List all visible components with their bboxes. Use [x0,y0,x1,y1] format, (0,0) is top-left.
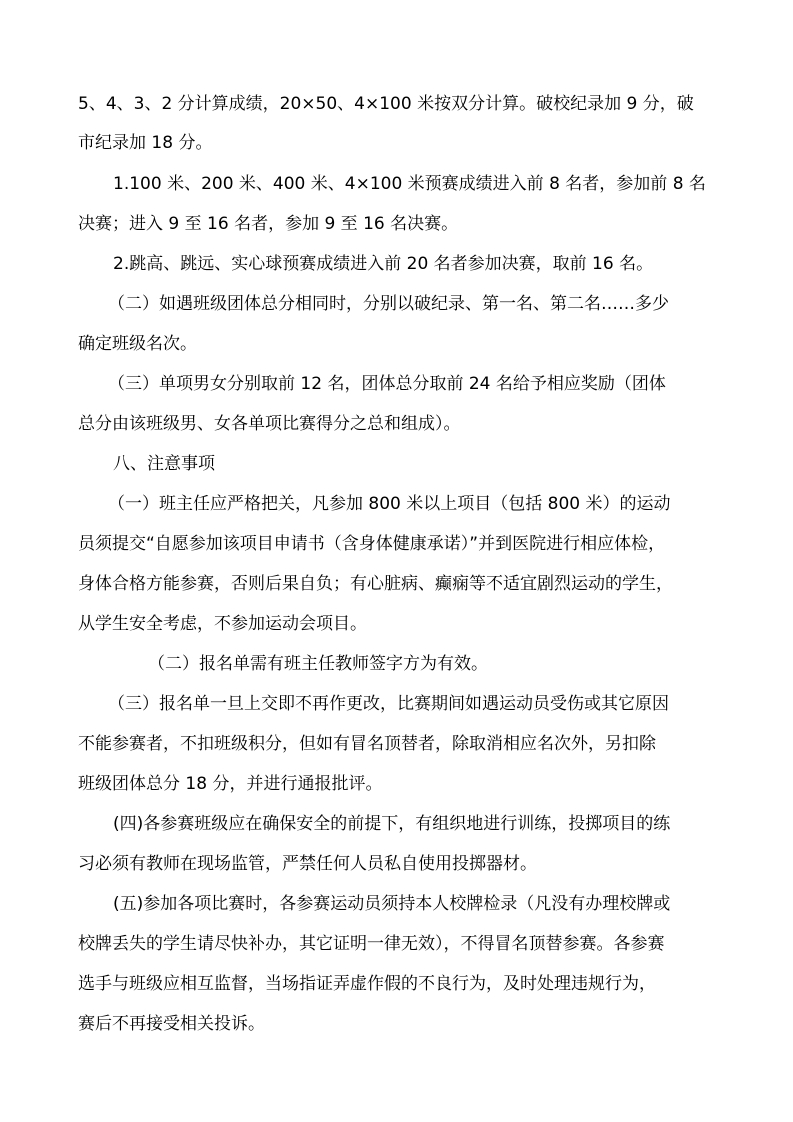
text-line-content: 选手与班级应相互监督，当场指证弄虚作假的不良行为，及时处理违规行为， [78,974,656,994]
text-line-content: （三）单项男女分别取前 12 名，团体总分取前 24 名给予相应奖励（团体 [108,374,666,394]
text-line-content: （三）报名单一旦上交即不再作更改，比赛期间如遇运动员受伤或其它原因 [108,694,669,714]
text-line-content: 决赛；进入 9 至 16 名者，参加 9 至 16 名决赛。 [78,214,459,234]
text-line-content: （一）班主任应严格把关，凡参加 800 米以上项目（包括 800 米）的运动 [108,494,671,514]
text-line-content: （二）报名单需有班主任教师签字方为有效。 [148,654,488,674]
text-line-content: 2.跳高、跳远、实心球预赛成绩进入前 20 名者参加决赛，取前 16 名。 [113,254,654,274]
text-line-content: 总分由该班级男、女各单项比赛得分之总和组成）。 [78,414,461,434]
text-line-content: 员须提交“自愿参加该项目申请书（含身体健康承诺）”并到医院进行相应体检， [78,534,666,554]
text-line-content: 确定班级名次。 [78,334,197,354]
text-line-content: 5、4、3、2 分计算成绩，20×50、4×100 米按双分计算。破校纪录加 9 分，破 [78,94,694,114]
text-line-content: 习必须有教师在现场监管，严禁任何人员私自使用投掷器材。 [78,854,537,874]
text-line-content: 身体合格方能参赛，否则后果自负；有心脏病、癫痫等不适宜剧烈运动的学生， [78,574,673,594]
text-line-content: 班级团体总分 18 分，并进行通报批评。 [78,774,383,794]
text-line-content: 从学生安全考虑，不参加运动会项目。 [78,614,367,634]
text-line-content: 市纪录加 18 分。 [78,133,213,153]
text-line-content: (四)各参赛班级应在确保安全的前提下，有组织地进行训练，投掷项目的练 [113,814,671,834]
text-line-content: 不能参赛者，不扣班级积分，但如有冒名顶替者，除取消相应名次外，另扣除 [78,734,656,754]
text-line-content: 校牌丢失的学生请尽快补办，其它证明一律无效），不得冒名顶替参赛。各参赛 [78,934,665,954]
section-heading-text: 八、注意事项 [113,454,215,474]
text-line-content: 赛后不再接受相关投诉。 [78,1014,265,1034]
text-line-content: 1.100 米、200 米、400 米、4×100 米预赛成绩进入前 8 名者，参加前 8 名 [113,174,706,194]
text-line-content: （二）如遇班级团体总分相同时，分别以破纪录、第一名、第二名……多少 [108,294,669,314]
text-line-content: (五)参加各项比赛时，各参赛运动员须持本人校牌检录（凡没有办理校牌或 [113,894,671,914]
